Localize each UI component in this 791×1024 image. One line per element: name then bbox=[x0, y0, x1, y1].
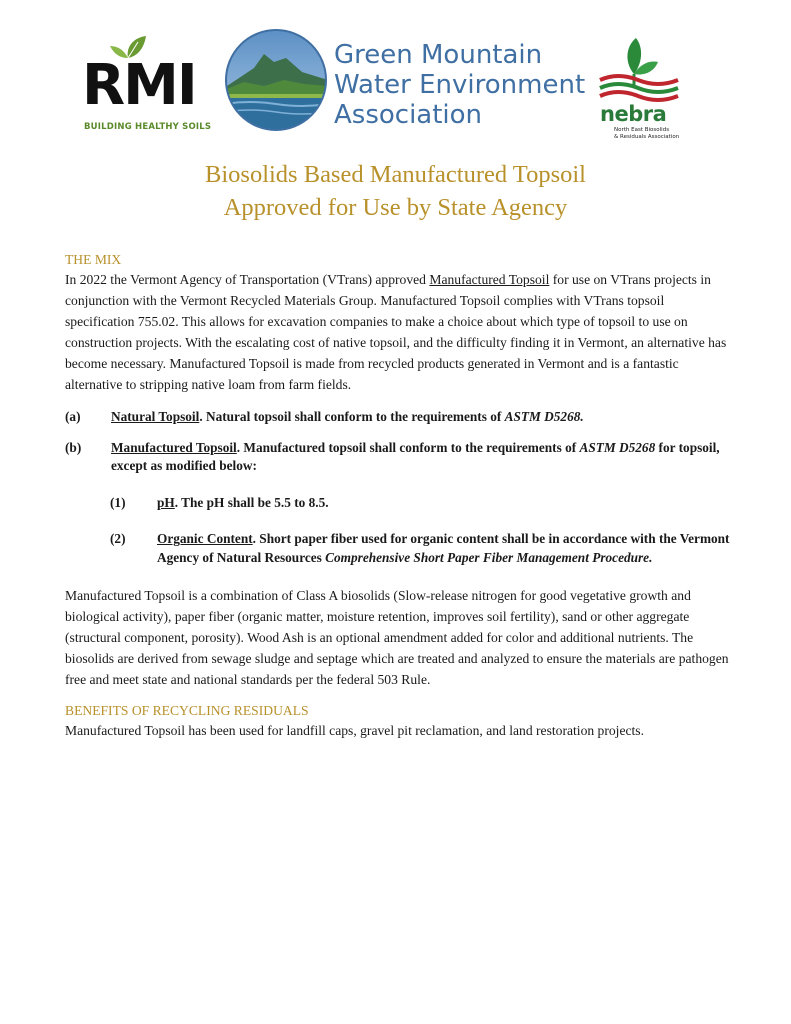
gmwea-name-line1: Green Mountain bbox=[334, 40, 543, 70]
mix-text-2: for use on VTrans projects in conjunction with the Vermont Recycled Materials Group. Manufactured Topsoil complies with VTrans topsoil specification 755.02. This allows for excavation companies to make a choice about which type of topsoil to use on construction projects. With the escalating cost of native topsoil, and the difficulty finding it in Vermont, an alternative has become necessary. Manufactured Topsoil is made from recycled products generated in Vermont and is a fantastic alternative to stripping native loam from farm fields. bbox=[65, 272, 727, 392]
spec-ref-b2: Comprehensive Short Paper Fiber Management Procedure. bbox=[325, 549, 653, 565]
spec-text-b1 bbox=[157, 494, 733, 513]
sprout-waves-icon bbox=[594, 34, 684, 104]
spec-text-a bbox=[111, 408, 733, 427]
spec-term-manufactured-topsoil: Manufactured Topsoil bbox=[111, 439, 237, 455]
rmi-tagline: BUILDING HEALTHY SOILS bbox=[84, 122, 212, 132]
composition-paragraph: Manufactured Topsoil is a combination of Class A biosolids (Slow-release nitrogen for good vegetative growth and biological activity), paper fiber (organic matter, moisture retention, improves soil fertility), sand or other aggregate (structural component, porosity). Wood Ash is an optional amendment added for color and additional nutrients. The biosolids are derived from sewage sludge and septage which are treated and analyzed to ensure the materials are pathogen free and meet state and national standards per the federal 503 Rule. bbox=[65, 588, 729, 688]
mix-paragraph bbox=[65, 270, 733, 395]
spec-item-b1 bbox=[65, 494, 733, 513]
spec-term-organic-content: Organic Content bbox=[157, 531, 253, 547]
spec-text-b2 bbox=[157, 530, 733, 567]
nebra-subtitle bbox=[614, 127, 684, 140]
spec-term-natural-topsoil: Natural Topsoil bbox=[111, 409, 200, 425]
page-title bbox=[0, 158, 791, 224]
spec-label-b: (b) bbox=[65, 439, 82, 455]
spec-ref-a: ASTM D5268. bbox=[504, 409, 584, 425]
spec-text-b bbox=[111, 439, 733, 476]
nebra-subtitle-line1: North East Biosolids bbox=[614, 127, 670, 133]
gmwea-name-line3: Association bbox=[334, 100, 483, 130]
spec-ref-b: ASTM D5268 bbox=[579, 439, 656, 455]
spec-body-b1: . The pH shall be 5.5 to 8.5. bbox=[174, 494, 329, 510]
spec-term-ph: pH bbox=[157, 494, 175, 510]
nebra-wordmark: nebra bbox=[600, 102, 667, 126]
benefits-paragraph: Manufactured Topsoil has been used for landfill caps, gravel pit reclamation, and land restoration projects. bbox=[65, 722, 644, 738]
section-heading-the-mix: THE MIX bbox=[65, 252, 122, 267]
mix-text-1: In 2022 the Vermont Agency of Transportation (VTrans) approved bbox=[65, 272, 430, 287]
spec-item-a bbox=[65, 408, 733, 427]
nebra-subtitle-line2: & Residuals Association bbox=[614, 133, 680, 140]
gmwea-name-line2: Water Environment bbox=[334, 70, 586, 100]
spec-body-b: . Manufactured topsoil shall conform to the requirements of bbox=[236, 439, 580, 455]
spec-label-b1: (1) bbox=[110, 494, 126, 510]
spec-item-b2 bbox=[65, 530, 733, 567]
spec-body-b2: for topsoil, except as modified below: bbox=[111, 439, 720, 474]
gmwea-name bbox=[334, 40, 585, 130]
gmwea-logo bbox=[224, 28, 586, 140]
spec-body-a: . Natural topsoil shall conform to the requirements of bbox=[199, 409, 505, 425]
section-heading-benefits: BENEFITS OF RECYCLING RESIDUALS bbox=[65, 702, 309, 718]
title-line-1: Biosolids Based Manufactured Topsoil bbox=[205, 161, 586, 188]
manufactured-topsoil-link[interactable]: Manufactured Topsoil bbox=[429, 272, 550, 287]
rmi-logo bbox=[68, 34, 218, 134]
main-content bbox=[65, 250, 733, 742]
mountain-lake-icon bbox=[224, 28, 328, 132]
spec-item-b bbox=[65, 439, 733, 476]
logo-row bbox=[0, 28, 791, 140]
spec-label-a: (a) bbox=[65, 409, 81, 425]
rmi-wordmark: RMI bbox=[82, 53, 196, 118]
title-line-2: Approved for Use by State Agency bbox=[223, 194, 568, 221]
spec-label-b2: (2) bbox=[110, 531, 126, 547]
spec-body-b2: . Short paper fiber used for organic content shall be in accordance with the Vermont Agency of Natural Resources bbox=[157, 531, 730, 565]
nebra-logo bbox=[594, 34, 684, 138]
spec-excerpt bbox=[65, 408, 733, 567]
